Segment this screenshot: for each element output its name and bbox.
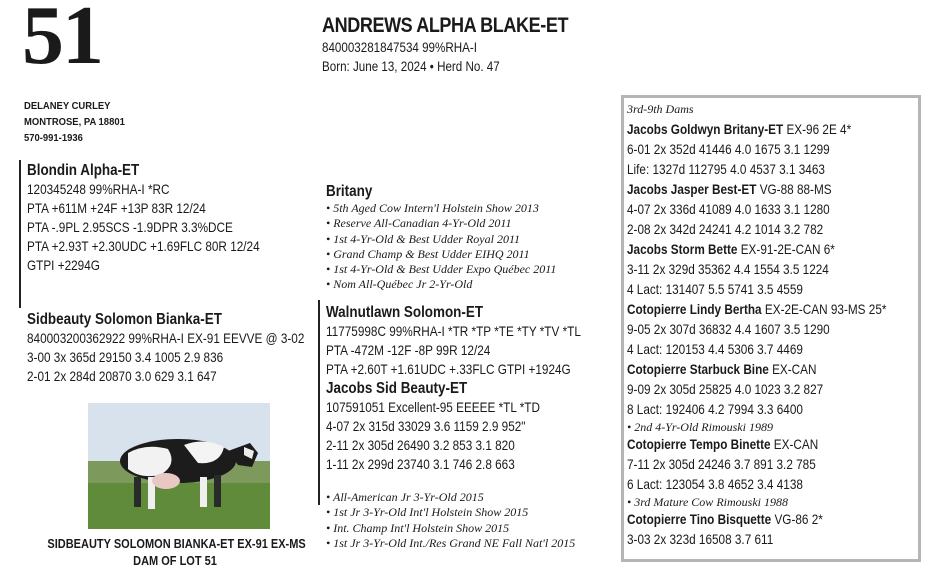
award-line: • 1st 4-Yr-Old & Best Udder Royal 2011	[326, 231, 521, 246]
production-line: 9-09 2x 305d 25825 4.0 1023 3.2 827	[627, 381, 824, 397]
sire-line: PTA +2.93T +2.30UDC +1.69FLC 80R 12/24	[27, 238, 260, 254]
dam-line: 3-00 3x 365d 29150 3.4 1005 2.9 836	[27, 349, 224, 365]
sire-line: GTPI +2294G	[27, 257, 100, 273]
dam-sire-line: PTA +2.60T +1.61UDC +.33FLC GTPI +1924G	[326, 361, 571, 377]
production-line: 3-03 2x 323d 16508 3.7 611	[627, 531, 774, 547]
ancestor-classification: VG-88 88-MS	[756, 181, 832, 197]
ancestor-classification: EX-2E-CAN 93-MS 25*	[761, 301, 887, 317]
granddam-awards	[326, 490, 575, 551]
dam-name-row	[627, 240, 835, 259]
dam-line: 840003200362922 99%RHA-I EX-91 EEVVE @ 3-02	[27, 330, 305, 346]
ancestor-classification: EX-96 2E 4*	[783, 121, 852, 137]
dam-sire-name: Walnutlawn Solomon-ET	[326, 304, 484, 321]
ancestor-name: Jacobs Jasper Best-ET	[627, 181, 757, 197]
dam-photo	[88, 403, 270, 529]
dams-heading: 3rd-9th Dams	[627, 102, 694, 116]
production-line: 3-11 2x 329d 35362 4.4 1554 3.5 1224	[627, 261, 829, 277]
britany-block	[326, 182, 556, 293]
animal-name: ANDREWS ALPHA BLAKE-ET	[322, 14, 569, 37]
ancestor-name: Jacobs Goldwyn Britany-ET	[627, 121, 784, 137]
production-line: 6-01 2x 352d 41446 4.0 1675 3.1 1299	[627, 141, 830, 157]
production-line: 4-07 2x 336d 41089 4.0 1633 3.1 1280	[627, 201, 830, 217]
pedigree-line	[19, 160, 21, 308]
granddam-line: 1-11 2x 299d 23740 3.1 746 2.8 663	[326, 456, 515, 472]
granddam-line: 107591051 Excellent-95 EEEEE *TL *TD	[326, 399, 540, 415]
granddam-line: 4-07 2x 315d 33029 3.6 1159 2.9 952"	[326, 418, 526, 434]
award-line: • 1st Jr 3-Yr-Old Int./Res Grand NE Fall Nat'l 2015	[326, 535, 576, 550]
owner-name: DELANEY CURLEY	[24, 100, 111, 112]
lot-number: 51	[22, 0, 102, 82]
dam-name-row	[627, 300, 886, 319]
award-line: • 2nd 4-Yr-Old Rimouski 1989	[627, 420, 773, 434]
dam-sire-block	[326, 303, 581, 474]
dam-name-row	[627, 180, 832, 199]
award-line: • 3rd Mature Cow Rimouski 1988	[627, 495, 788, 509]
award-line: • All-American Jr 3-Yr-Old 2015	[326, 490, 484, 504]
production-line: Life: 1327d 112795 4.0 4537 3.1 3463	[627, 161, 825, 177]
pedigree-line	[318, 300, 320, 505]
production-line: 7-11 2x 305d 24246 3.7 891 3.2 785	[627, 456, 816, 472]
production-line: 8 Lact: 192406 4.2 7994 3.3 6400	[627, 401, 803, 417]
dam-sire-line: PTA -472M -12F -8P 99R 12/24	[326, 342, 491, 358]
dam-name: Sidbeauty Solomon Bianka-ET	[27, 311, 222, 328]
production-line: 4 Lact: 120153 4.4 5306 3.7 4469	[627, 341, 803, 357]
ancestor-name: Cotopierre Lindy Bertha	[627, 301, 762, 317]
award-line: • Grand Champ & Best Udder EIHQ 2011	[326, 246, 530, 261]
production-line: 9-05 2x 307d 36832 4.4 1607 3.5 1290	[627, 321, 830, 337]
granddam-line: 2-11 2x 305d 26490 3.2 853 3.1 820	[326, 437, 515, 453]
sire-block	[27, 161, 260, 275]
britany-title: Britany	[326, 183, 373, 200]
production-line: 2-08 2x 342d 24241 4.2 1014 3.2 782	[627, 221, 824, 237]
dam-name-row	[627, 360, 817, 379]
ancestor-classification: EX-CAN	[768, 361, 817, 377]
dam-line: 2-01 2x 284d 20870 3.0 629 3.1 647	[27, 368, 217, 384]
ancestor-name: Cotopierre Tino Bisquette	[627, 511, 772, 527]
photo-caption: SIDBEAUTY SOLOMON BIANKA-ET EX-91 EX-MS	[47, 537, 306, 551]
ancestor-classification: EX-CAN	[770, 436, 819, 452]
dam-block	[27, 310, 304, 386]
photo-caption-sub: DAM OF LOT 51	[133, 554, 217, 568]
ancestor-name: Cotopierre Starbuck Bine	[627, 361, 769, 377]
ancestor-classification: EX-91-2E-CAN 6*	[737, 241, 835, 257]
award-line: • 1st 4-Yr-Old & Best Udder Expo Québec 2011	[326, 262, 557, 277]
sire-line: PTA -.9PL 2.95SCS -1.9DPR 3.3%DCE	[27, 219, 233, 235]
sire-line: PTA +611M +24F +13P 83R 12/24	[27, 200, 206, 216]
award-line: • Reserve All-Canadian 4-Yr-Old 2011	[326, 216, 512, 231]
ancestor-name: Cotopierre Tempo Binette	[627, 436, 771, 452]
ancestor-classification: VG-86 2*	[771, 511, 823, 527]
cow-photo-image	[88, 403, 270, 529]
registration-number: 840003281847534 99%RHA-I	[322, 40, 477, 55]
award-line: • Int. Champ Int'l Holstein Show 2015	[326, 520, 510, 535]
production-line: 6 Lact: 123054 3.8 4652 3.4 4138	[627, 476, 803, 492]
birth-and-herd: Born: June 13, 2024 • Herd No. 47	[322, 59, 500, 74]
sire-name: Blondin Alpha-ET	[27, 162, 140, 179]
award-line: • Nom All-Québec Jr 2-Yr-Old	[326, 277, 473, 292]
award-line: • 1st Jr 3-Yr-Old Int'l Holstein Show 2015	[326, 505, 529, 520]
owner-address: MONTROSE, PA 18801	[24, 116, 125, 128]
dam-name-row	[627, 120, 851, 139]
award-line: • 5th Aged Cow Intern'l Holstein Show 2013	[326, 201, 539, 215]
owner-phone: 570-991-1936	[24, 132, 83, 144]
dam-name-row	[627, 435, 818, 454]
dam-sire-line: 11775998C 99%RHA-I *TR *TP *TE *TY *TV *TL	[326, 323, 581, 339]
dam-name-row	[627, 510, 823, 529]
sire-line: 120345248 99%RHA-I *RC	[27, 181, 170, 197]
ancestor-name: Jacobs Storm Bette	[627, 241, 738, 257]
production-line: 4 Lact: 131407 5.5 5741 3.5 4559	[627, 281, 803, 297]
granddam-name: Jacobs Sid Beauty-ET	[326, 380, 468, 397]
